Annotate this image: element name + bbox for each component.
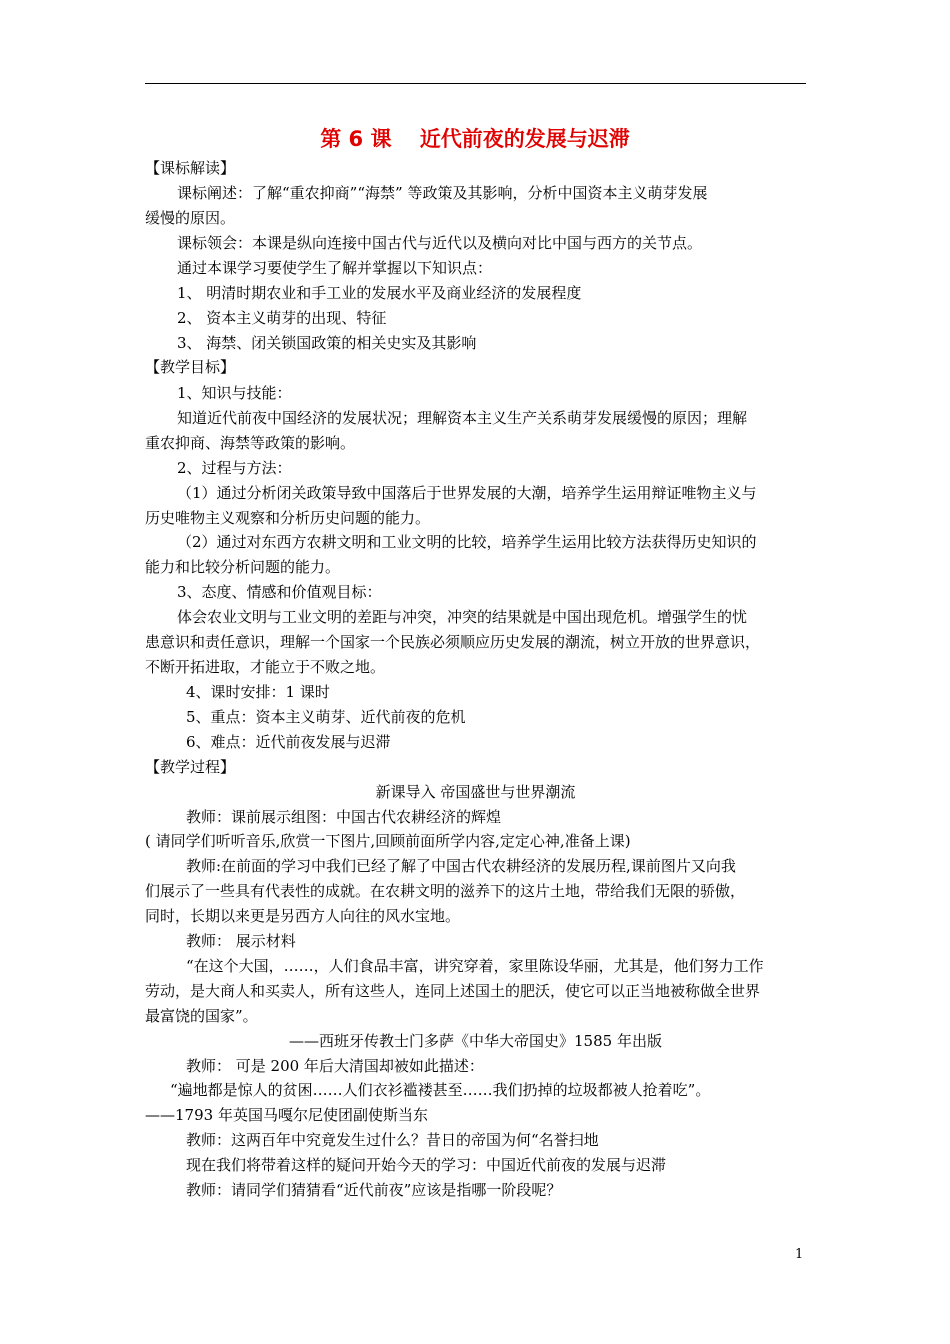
lesson-title: 第 6 课 近代前夜的发展与迟滞	[320, 127, 630, 151]
text-line: 课标阐述：了解“重农抑商”“海禁” 等政策及其影响，分析中国资本主义萌芽发展	[177, 184, 708, 202]
text-line: 知道近代前夜中国经济的发展状况；理解资本主义生产关系萌芽发展缓慢的原因；理解	[177, 409, 748, 427]
text-line: 1、知识与技能：	[177, 384, 292, 402]
text-line: 们展示了一些具有代表性的成就。在农耕文明的滋养下的这片土地，带给我们无限的骄傲，	[145, 882, 746, 900]
text-line: 教师:在前面的学习中我们已经了解了中国古代农耕经济的发展历程,课前图片又向我	[186, 857, 736, 875]
section-heading-process: 【教学过程】	[145, 758, 236, 776]
text-line: 能力和比较分析问题的能力。	[145, 558, 341, 576]
header-rule	[145, 83, 806, 84]
text-line: 不断开拓进取，才能立于不败之地。	[145, 658, 386, 676]
text-line: 教师：这两百年中究竟发生过什么？昔日的帝国为何“名誉扫地	[186, 1131, 599, 1149]
quote-line: 劳动，是大商人和买卖人，所有这些人，连同上述国土的肥沃，使它可以正当地被称做全世界	[145, 982, 761, 1000]
page-number: 1	[795, 1247, 804, 1262]
quote-line: “遍地都是惊人的贫困……人们衣衫褴褛甚至……我们扔掉的垃圾都被人抢着吃”。	[170, 1081, 711, 1099]
text-line: ( 请同学们听听音乐,欣赏一下图片,回顾前面所学内容,定定心神,准备上课)	[145, 832, 631, 850]
section-heading-curriculum: 【课标解读】	[145, 159, 236, 177]
text-line: 3、态度、情感和价值观目标：	[177, 583, 382, 601]
text-line: 4、课时安排：1 课时	[186, 683, 330, 701]
text-line: 重农抑商、海禁等政策的影响。	[145, 434, 356, 452]
text-line: 6、难点：近代前夜发展与迟滞	[186, 733, 391, 751]
list-item: 1、 明清时期农业和手工业的发展水平及商业经济的发展程度	[177, 284, 582, 302]
text-line: 2、过程与方法：	[177, 459, 292, 477]
text-line: 教师：请同学们猜猜看“近代前夜”应该是指哪一阶段呢？	[186, 1181, 562, 1199]
text-line: 教师：课前展示组图：中国古代农耕经济的辉煌	[186, 808, 502, 826]
quote-line: “在这个大国，……，人们食品丰富，讲究穿着，家里陈设华丽，尤其是，他们努力工作	[186, 957, 764, 975]
quote-source: ——西班牙传教士门多萨《中华大帝国史》1585 年出版	[289, 1032, 662, 1050]
quote-source: ——1793 年英国马嘎尔尼使团副使斯当东	[145, 1106, 428, 1124]
text-line: 患意识和责任意识，理解一个国家一个民族必须顺应历史发展的潮流，树立开放的世界意识，	[145, 633, 761, 651]
list-item: 2、 资本主义萌芽的出现、特征	[177, 309, 387, 327]
text-line: 课标领会：本课是纵向连接中国古代与近代以及横向对比中国与西方的关节点。	[177, 234, 703, 252]
text-line: （1）通过分析闭关政策导致中国落后于世界发展的大潮，培养学生运用辩证唯物主义与	[177, 484, 757, 502]
text-line: 教师： 展示材料	[186, 932, 296, 950]
text-line: 现在我们将带着这样的疑问开始今天的学习：中国近代前夜的发展与迟滞	[186, 1156, 667, 1174]
text-line: 教师： 可是 200 年后大清国却被如此描述：	[186, 1057, 484, 1075]
list-item: 3、 海禁、闭关锁国政策的相关史实及其影响	[177, 334, 477, 352]
text-line: 缓慢的原因。	[145, 209, 236, 227]
quote-line: 最富饶的国家”。	[145, 1007, 258, 1025]
section-heading-objectives: 【教学目标】	[145, 358, 236, 376]
text-line: 同时，长期以来更是另西方人向往的风水宝地。	[145, 907, 461, 925]
subsection-title: 新课导入 帝国盛世与世界潮流	[375, 783, 576, 801]
text-line: 5、重点：资本主义萌芽、近代前夜的危机	[186, 708, 466, 726]
text-line: 历史唯物主义观察和分析历史问题的能力。	[145, 509, 431, 527]
text-line: 通过本课学习要使学生了解并掌握以下知识点：	[177, 259, 493, 277]
text-line: 体会农业文明与工业文明的差距与冲突，冲突的结果就是中国出现危机。增强学生的忧	[177, 608, 748, 626]
text-line: （2）通过对东西方农耕文明和工业文明的比较，培养学生运用比较方法获得历史知识的	[177, 533, 757, 551]
